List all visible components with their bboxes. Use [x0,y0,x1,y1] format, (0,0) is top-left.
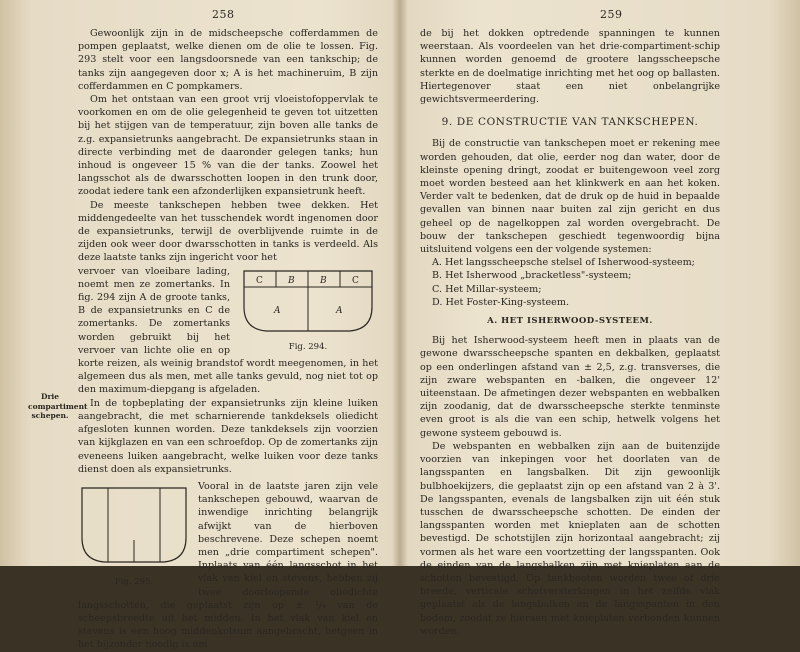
right-page [400,0,800,637]
subsection-heading: A. HET ISHERWOOD-SYSTEEM. [487,316,653,327]
fig294-label: C [352,275,359,286]
list-item: C. Het Millar-systeem; [432,283,542,295]
paragraph: Gewoonlijk zijn in de midscheepsche cofferdammen de pompen geplaatst, welke dienen om de olie te lossen. Fig. 293 stelt voor een langsdoorsnede van een tankschip; de tanks zijn aangegeven door x; A is het machineruim, B zijn cofferdammen en C pompkamers. [78,28,378,92]
paragraph: De meeste tankschepen hebben twee dekken. Het middengedeelte van het tusschendek wordt ingenomen door de expansietrunks, terwijl de overblijvende ruimte in de zijden ook weer door dwarsschotten in tanks is verdeeld. Als deze laatste tanks zijn ingericht voor het [78,199,378,264]
figure-294-drawing [238,265,378,337]
list-item: D. Het Foster-King-systeem. [432,296,570,308]
list-item: B. Het Isherwood „bracketless"-systeem; [432,270,632,282]
left-text-top [78,27,378,652]
paragraph: vervoer van vloeibare lading, noemt men ze zomertanks. In fig. 294 zijn A de groote tanks, B de expansietrunks en C de zomertanks. De zomertanks worden gebruikt bij het vervoer van lichte olie en op korte reizen, als weinig brandstof wordt meegenomen, in het algemeen dus als men, met alle tanks gevuld, nog niet tot op den maximum-diepgang is afgeladen. [78,265,378,396]
fig294-label: A [336,305,343,316]
paragraph: Bij de constructie van tankschepen moet er rekening mee worden gehouden, dat olie, eerder nog dan water, door de kleinste opening dringt, zoodat er buitengewoon veel zorg moet worden besteed aan het klinkwerk en aan het koken. Verder valt te bedenken, dat de druk op de huid in bepaalde gevallen van binnen naar buiten zal zijn gericht en dus geheel op de nagelkoppen zal worden overgebracht. De bouw der tankschepen geschiedt tegenwoordig bijna uitsluitend volgens een der volgende systemen: [420,138,720,256]
figure-295 [78,480,190,589]
list-item: A. Het langsscheepsche stelsel of Isherwood-systeem; [432,257,695,269]
right-text [420,27,720,638]
figure-caption: Fig. 294. [288,341,328,352]
section-heading: 9. DE CONSTRUCTIE VAN TANKSCHEPEN. [441,116,699,129]
paragraph: de bij het dokken optredende spanningen te kunnen weerstaan. Als voordeelen van het drie-compartiment-schip kunnen worden genoemd de grootere langsscheepsche sterkte en de doelmatige inrichting met het oog op ballasten. Hiertegenover staat een niet onbelangrijke gewichtsvermeerdering. [420,28,720,106]
fig294-label: B [288,275,295,286]
fig294-label: C [256,275,263,286]
left-page [0,0,400,651]
figure-294 [238,265,378,354]
page-number: 259 [600,8,623,21]
figure-295-drawing [78,480,190,572]
figure-caption: Fig. 295. [114,577,154,588]
fig294-label: A [274,305,281,316]
paragraph: Om het ontstaan van een groot vrij vloeistofoppervlak te voorkomen en om de olie gelegenheid te geven tot uitzetten bij het stijgen van de temperatuur, zijn boven alle tanks de z.g. expansietrunks aangebracht. De expansietrunks staan in directe verbinding met de daaronder gelegen tanks; hun inhoud is ongeveer 15 % van die der tanks. Zoowel het langsschot als de dwarsschotten loopen in den trunk door, zoodat iedere tank een afzonderlijken expansietrunk heeft. [78,94,378,198]
page-number: 258 [212,8,235,21]
paragraph: In de topbeplating der expansietrunks zijn kleine luiken aangebracht, die met scharnierende tankdeksels oliedicht afgesloten kunnen worden. Deze tankdeksels zijn voorzien van kijkglazen en van een schroefdop. Op de zomertanks zijn eveneens luiken aangebracht, welke luiken voor deze tanks dienst doen als expansietrunks. [78,397,378,475]
fig294-label: B [320,275,327,286]
paragraph: De webspanten en webbalken zijn aan de buitenzijde voorzien van inkepingen voor het doorlaten van de langsspanten en langsbalken. Dit zijn gewoonlijk bulbhoekijzers, die geplaatst zijn op een afstand van 2 à 3'. De langsspanten, evenals de langsbalken zijn uit één stuk tusschen de dwarsscheepsche schotten. De einden der langsspanten worden met knieplaten aan de schotten bevestigd. De schotstijlen zijn horizontaal aangebracht; zij vormen als het ware een voortzetting der langsspanten. Ook de einden van de langsbalken zijn met knieplaten aan de schotten bevestigd. Op tankbooten worden twee of drie breede, verticale schotversterkingen in het zelfde vlak geplaatst als de langsbalken en de langsspanten in den bodem, zoodat ze hieraan met knieplaten verbonden kunnen worden. [420,440,720,637]
paragraph: Bij het Isherwood-systeem heeft men in plaats van de gewone dwarsscheepsche spanten en dekbalken, geplaatst op een onderlingen afstand van ± 2,5, z.g. transverses, die zijn zware webspanten en -balken, die ongeveer 12' uiteenstaan. De afmetingen dezer webspanten en webbalken zijn zoodanig, dat de dwarsscheepsche sterkte tenminste even groot is als die van een schip, hetwelk volgens het gewone systeem gebouwd is. [420,335,720,439]
margin-note: Drie compartiment schepen. [28,392,88,420]
paragraph: Vooral in de laatste jaren zijn vele tankschepen gebouwd, waarvan de inwendige inrichting belangrijk afwijkt van de hierboven beschrevene. Deze schepen noemt men „drie compartiment schepen". Inplaats van één langsschot in het vlak van kiel en stevens, hebben zij twee doorloopende oliedichte langsschotten, die geplaatst zijn op ± ¹/₄ van de scheepsbreedte uit het midden. In het vlak van kiel en stevens is een hoog middenkolsum aangebracht, hetgeen in het bijzonder noodig is om [78,480,378,651]
